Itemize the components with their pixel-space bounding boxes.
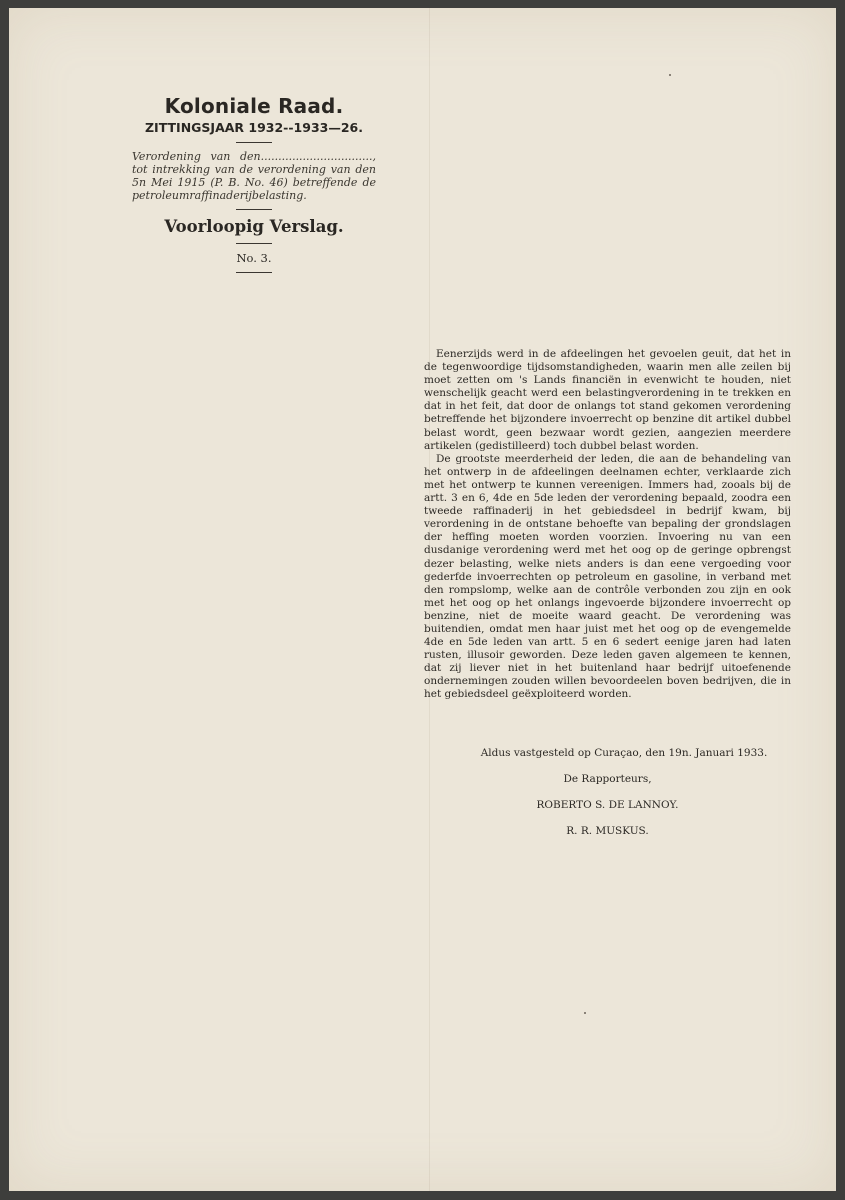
report-title: Voorloopig Verslag.: [164, 217, 344, 236]
divider: [236, 209, 272, 210]
report-body: [424, 348, 791, 702]
signature-name: ROBERTO S. DE LANNOY.: [536, 799, 679, 811]
council-title: Koloniale Raad.: [164, 94, 344, 118]
divider: [236, 272, 272, 273]
session-year: ZITTINGSJAAR 1932--1933—26.: [144, 120, 363, 135]
paragraph: De grootste meerderheid der leden, die aan de behandeling van het ontwerp in de afdeelingen deelnamen echter, verklaarde zich met het ontwerp te kunnen vereenigen. Immers had, zooals bij de artt. 3 en 6, 4de en 5de leden der verordening bepaald, zoodra een tweede raffinaderij in het gebiedsdeel in bedrijf kwam, bij verordening in de ontstane behoefte van bepaling der grondslagen der heffing moeten worden voorzien. Invoering nu van een dusdanige verordening werd met het oog op de geringe opbrengst dezer belasting, welke niets anders is dan eene vergoeding voor gederfde invoerrechten op petroleum en gasoline, in verband met den rompslomp, welke aan de contrôle verbonden zou zijn en ook met het oog op het onlangs ingevoerde bijzondere invoerrecht op benzine, niet de moeite waard geacht. De verordening was buitendien, omdat men haar juist met het oog op de evengemelde 4de en 5de leden van artt. 5 en 6 sedert eenige jaren had laten rusten, illusoir geworden. Deze leden gaven algemeen te kennen, dat zij liever niet in het buitenland haar bedrijf uitoefenende ondernemingen zouden willen bevoordeelen boven bedrijven, die in het gebiedsdeel geëxploiteerd worden.: [424, 452, 791, 701]
document-header: [109, 88, 399, 280]
paper-speck: [669, 74, 671, 76]
divider: [236, 243, 272, 244]
ordinance-description: Verordening van den................................, tot intrekking van de verordening van den 5n Mei 1915 (P. B. No. 46) betreffende de petroleumraffinaderijbelasting.: [132, 150, 376, 202]
paper-speck: [584, 1012, 586, 1014]
rapporteurs-label: De Rapporteurs,: [563, 773, 652, 785]
paragraph: Eenerzijds werd in de afdeelingen het gevoelen geuit, dat het in de tegenwoordige tijdsomstandigheden, waarin men alle zeilen bij moet zetten om 's Lands financiën in evenwicht te houden, niet wenschelijk geacht werd een belastingverordening in te trekken en dat in het feit, dat door de onlangs tot stand gekomen verordening betreffende het bijzondere invoerrecht op benzine dit artikel dubbel belast wordt, geen bezwaar wordt gezien, aangezien meerdere artikelen (gedistilleerd) toch dubbel belast worden.: [424, 348, 791, 452]
divider: [236, 142, 272, 143]
adoption-line: Aldus vastgesteld op Curaçao, den 19n. Januari 1933.: [480, 747, 768, 759]
signature-name: R. R. MUSKUS.: [566, 825, 649, 837]
report-number: No. 3.: [236, 251, 272, 265]
